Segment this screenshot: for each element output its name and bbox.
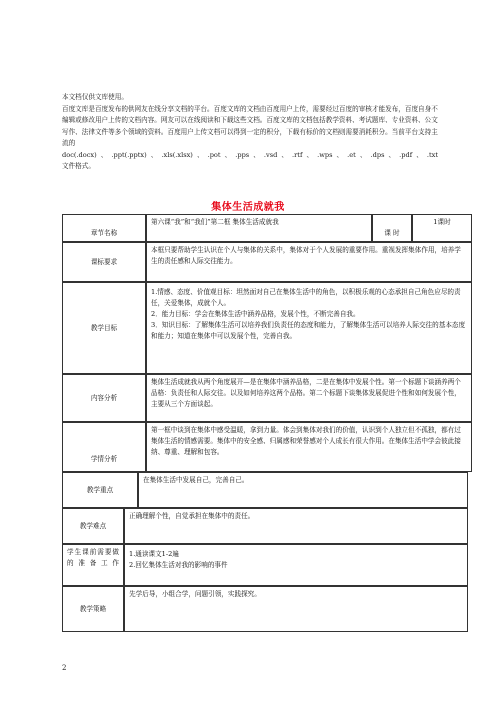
chapter-value: 第六课“我”和“我们”第二框 集体生活成就我: [146, 214, 372, 242]
prep-label: 学生课前需要做的准备工作: [62, 544, 124, 586]
goal-1: 1.情感、态度、价值观目标：坦然面对自己在集体生活中的角色，以积极乐观的心态承担自己角色应尽的责任，关爱集体，成就个人。: [151, 288, 461, 307]
chapter-label: 章节名称: [62, 214, 146, 242]
intro-end: 文件格式。: [62, 162, 95, 170]
intro-paragraph: 百度文库是百度发布的供网友在线分享文档的平台。百度文库的文档由百度用户上传，需要经过百度的审核才能发布，百度自身不编辑或修改用户上传的文档内容。网友可以在线阅读和下载这些文档。百度文库的文档包括教学资料、考试题库、专业资料、公文写作、法律文件等多个领域的资料。百度用户上传文档可以得到一定的积分，下载有标价的文档则需要消耗积分。当前平台支持主流的: [62, 104, 438, 147]
content-label: 内容分析: [62, 374, 146, 422]
key-text: 在集体生活中发展自己，完善自己。: [138, 472, 468, 508]
intro-notice: [62, 92, 438, 173]
intro-line-1: 本文档仅供文库使用。: [62, 93, 128, 101]
content-text: 集体生活成就我从两个角度展开—是在集体中涵养品格，二是在集体中发展个性。第一个标题下谈涵养两个品格：负责任和人际交往。以及如何培养这两个品格。第二个标题下谈集体发展促进个性和如何发展个性，主要从三个方面谈起。: [146, 374, 472, 422]
prep-item-1: 1.通读课文1-2遍: [129, 550, 179, 558]
hours-value: 1课时: [412, 214, 472, 242]
requirements-label: 课标要求: [62, 242, 146, 282]
goals-content: [146, 282, 472, 374]
goal-2: 2．能力目标：学会在集体生活中涵养品格，发展个性，不断完善自我。: [151, 310, 360, 318]
document-title: 集体生活成就我: [211, 202, 285, 213]
strategy-label: 教学策略: [62, 586, 124, 632]
key-label: 教学重点: [62, 472, 138, 508]
prep-item-2: 2.回忆集体生活对我的影响的事件: [129, 561, 228, 569]
requirements-text: 本框只要帮助学生认识在个人与集体的关系中，集体对于个人发展的重要作用。重视发挥集体作用，培养学生的责任感和人际交往能力。: [146, 242, 472, 282]
prep-content: [124, 544, 468, 586]
students-text: 第一框中谈到在集体中感受温暖，拿到力量。体会到集体对我们的价值，认识到个人独立但不孤独，都有过集体生活的情感需要。集体中的安全感、归属感和荣誉感对个人成长有很大作用。在集体生活中学会彼此接纳、尊重、理解和包容。: [146, 422, 472, 472]
difficulty-text: 正确理解个性，自觉承担在集体中的责任。: [124, 508, 468, 544]
strategy-text: 先学后导，小组合学，问题引领，实践探究。: [124, 586, 468, 632]
page-number: 2: [62, 664, 67, 672]
goal-3: 3．知识目标：了解集体生活可以培养我们负责任的态度和能力，了解集体生活可以培养人际交往的基本态度和能力；知道在集体中可以发展个性，完善自我。: [151, 321, 466, 340]
intro-formats: doc(.docx)、.ppt(.pptx)、.xls(.xlsx)、.pot、.pps、.vsd、.rtf、.wps、.et、.dps、.pdf、.txt: [62, 150, 438, 159]
goals-label: 教学目标: [62, 282, 146, 374]
students-label: 学情分析: [62, 422, 146, 472]
difficulty-label: 教学难点: [62, 508, 124, 544]
hours-label: 课 时: [372, 214, 412, 242]
